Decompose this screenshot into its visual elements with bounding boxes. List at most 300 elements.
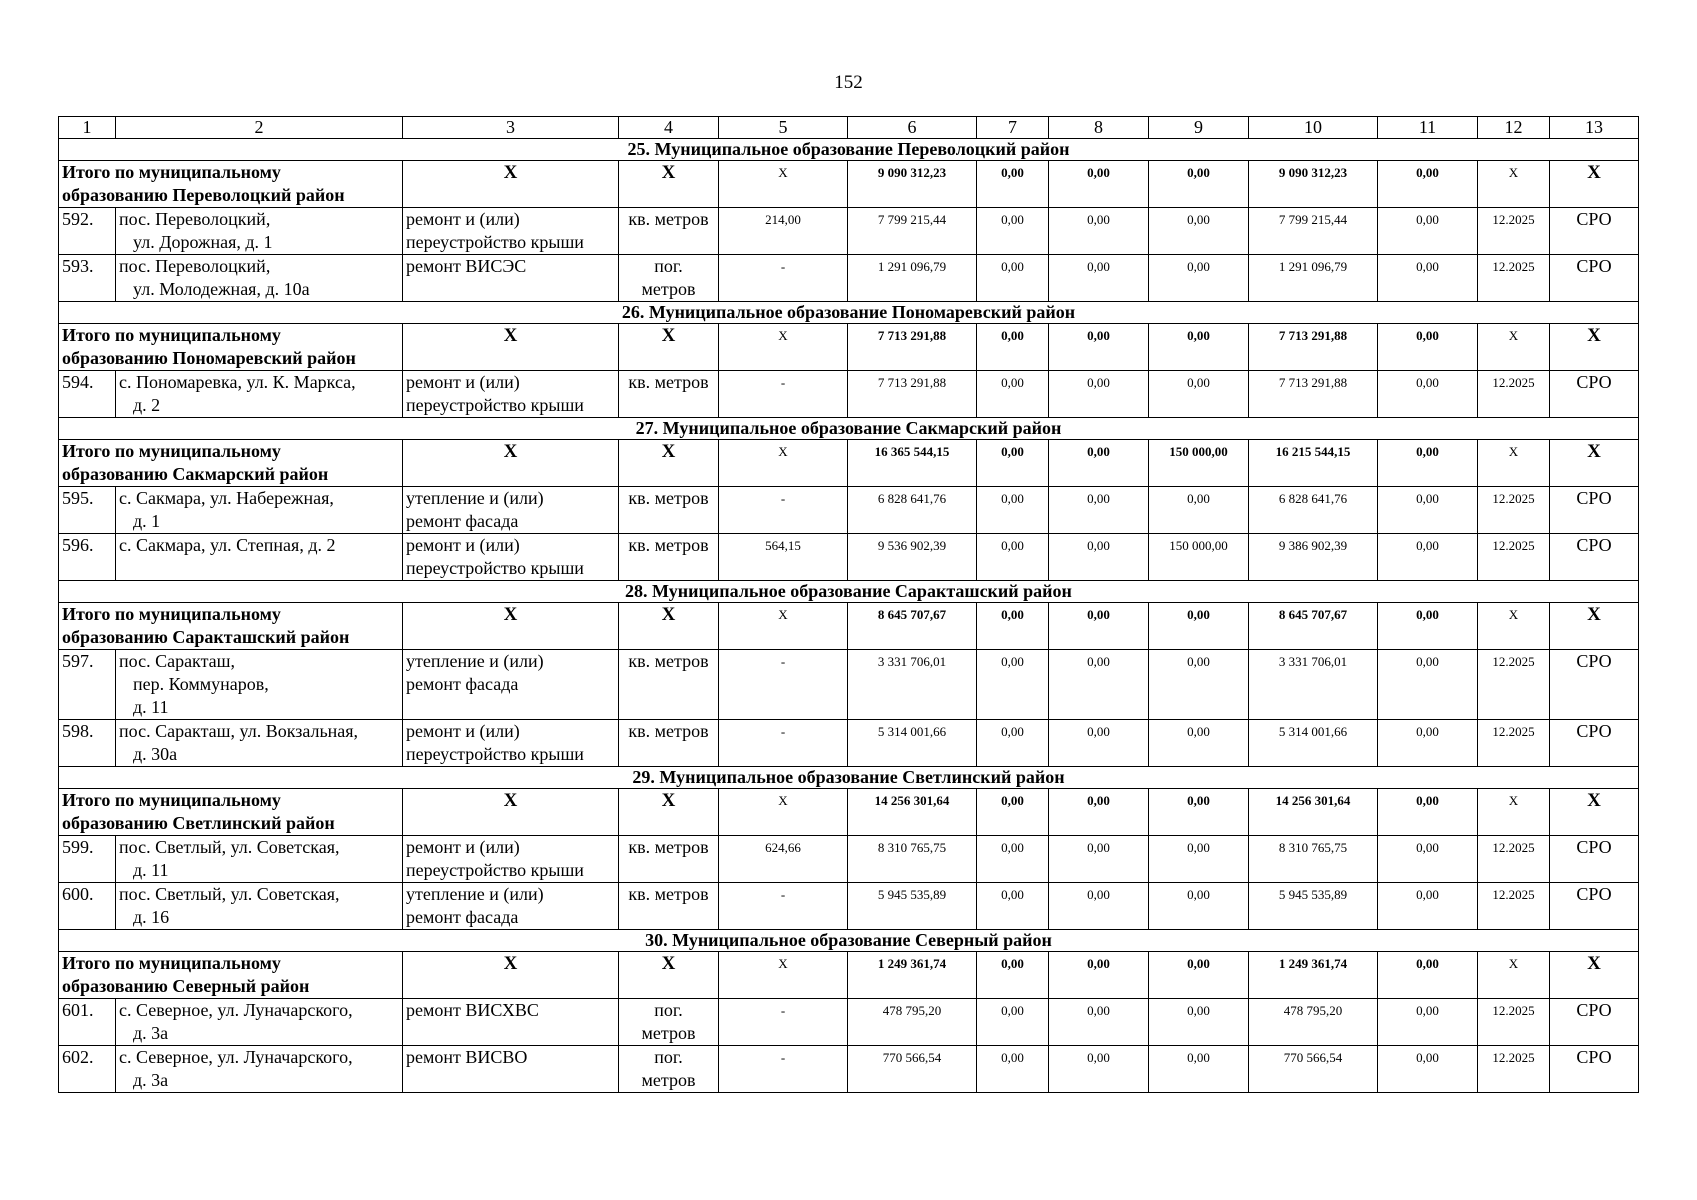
total-label — [59, 603, 403, 650]
total-col-7: 0,00 — [977, 324, 1049, 371]
col-5: - — [719, 883, 848, 930]
col-10: 3 331 706,01 — [1249, 650, 1378, 720]
section-total-row — [59, 952, 1639, 999]
work-type-line: утепление и (или) — [406, 884, 544, 904]
work-type — [403, 371, 619, 418]
deadline: 12.2025 — [1478, 255, 1550, 302]
total-col-9: 0,00 — [1149, 789, 1249, 836]
table-row — [59, 208, 1639, 255]
total-col-8: 0,00 — [1049, 324, 1149, 371]
total-col-5: Х — [719, 161, 848, 208]
table-row — [59, 650, 1639, 720]
row-number: 601. — [59, 999, 116, 1046]
col-10: 6 828 641,76 — [1249, 487, 1378, 534]
deadline: 12.2025 — [1478, 650, 1550, 720]
total-col-11: 0,00 — [1378, 952, 1478, 999]
column-number-2: 2 — [116, 117, 403, 139]
col-9: 0,00 — [1149, 255, 1249, 302]
section-title: 29. Муниципальное образование Светлинский район — [59, 767, 1639, 789]
total-col-10: 1 249 361,74 — [1249, 952, 1378, 999]
col-7: 0,00 — [977, 836, 1049, 883]
capital-repair-table — [58, 116, 1639, 1093]
total-col-8: 0,00 — [1049, 789, 1149, 836]
col-6: 8 310 765,75 — [848, 836, 977, 883]
total-col-10: 16 215 544,15 — [1249, 440, 1378, 487]
deadline: 12.2025 — [1478, 534, 1550, 581]
work-type — [403, 255, 619, 302]
address-line: с. Северное, ул. Луначарского, — [119, 1000, 353, 1020]
address — [116, 487, 403, 534]
total-col-7: 0,00 — [977, 952, 1049, 999]
unit-line: метров — [641, 1023, 696, 1043]
section-title: 25. Муниципальное образование Переволоцкий район — [59, 139, 1639, 161]
col-7: 0,00 — [977, 1046, 1049, 1093]
total-col-3: Х — [403, 324, 619, 371]
total-col-7: 0,00 — [977, 789, 1049, 836]
deadline: 12.2025 — [1478, 836, 1550, 883]
total-label-line: образованию Северный район — [62, 976, 310, 996]
method: СРО — [1550, 836, 1639, 883]
deadline: 12.2025 — [1478, 720, 1550, 767]
table-row — [59, 487, 1639, 534]
col-8: 0,00 — [1049, 883, 1149, 930]
unit — [619, 836, 719, 883]
total-col-4: Х — [619, 789, 719, 836]
total-col-12: Х — [1478, 603, 1550, 650]
total-col-7: 0,00 — [977, 440, 1049, 487]
work-type — [403, 836, 619, 883]
unit — [619, 999, 719, 1046]
address-line: д. 16 — [133, 907, 170, 927]
address — [116, 534, 403, 581]
total-col-4: Х — [619, 161, 719, 208]
unit — [619, 720, 719, 767]
unit-line: кв. метров — [628, 535, 709, 555]
total-col-5: Х — [719, 324, 848, 371]
total-col-4: Х — [619, 324, 719, 371]
total-col-3: Х — [403, 603, 619, 650]
col-9: 0,00 — [1149, 208, 1249, 255]
col-9: 0,00 — [1149, 487, 1249, 534]
col-6: 1 291 096,79 — [848, 255, 977, 302]
col-5: - — [719, 720, 848, 767]
address-line: с. Пономаревка, ул. К. Маркса, — [119, 372, 356, 392]
col-8: 0,00 — [1049, 487, 1149, 534]
unit-line: пог. — [654, 1000, 683, 1020]
work-type-line: ремонт и (или) — [406, 837, 520, 857]
col-9: 0,00 — [1149, 883, 1249, 930]
col-6: 478 795,20 — [848, 999, 977, 1046]
section-title: 28. Муниципальное образование Саракташский район — [59, 581, 1639, 603]
work-type-line: ремонт ВИСХВС — [406, 1000, 539, 1020]
total-label-line: Итого по муниципальному — [62, 790, 281, 810]
col-10: 7 799 215,44 — [1249, 208, 1378, 255]
method: СРО — [1550, 720, 1639, 767]
total-label — [59, 440, 403, 487]
total-col-6: 9 090 312,23 — [848, 161, 977, 208]
work-type — [403, 208, 619, 255]
work-type-line: переустройство крыши — [406, 860, 584, 880]
row-number: 599. — [59, 836, 116, 883]
col-11: 0,00 — [1378, 534, 1478, 581]
col-9: 0,00 — [1149, 999, 1249, 1046]
col-6: 7 799 215,44 — [848, 208, 977, 255]
address-line: д. 3а — [133, 1070, 169, 1090]
row-number: 592. — [59, 208, 116, 255]
address — [116, 650, 403, 720]
row-number: 602. — [59, 1046, 116, 1093]
total-col-3: Х — [403, 789, 619, 836]
work-type — [403, 1046, 619, 1093]
unit-line: пог. — [654, 256, 683, 276]
col-11: 0,00 — [1378, 1046, 1478, 1093]
method: СРО — [1550, 650, 1639, 720]
work-type — [403, 487, 619, 534]
total-col-6: 14 256 301,64 — [848, 789, 977, 836]
section-title-row — [59, 581, 1639, 603]
address — [116, 999, 403, 1046]
total-col-11: 0,00 — [1378, 440, 1478, 487]
total-col-11: 0,00 — [1378, 603, 1478, 650]
col-9: 150 000,00 — [1149, 534, 1249, 581]
address — [116, 371, 403, 418]
address-line: д. 1 — [133, 511, 161, 531]
col-11: 0,00 — [1378, 720, 1478, 767]
total-label-line: образованию Сакмарский район — [62, 464, 329, 484]
deadline: 12.2025 — [1478, 999, 1550, 1046]
column-number-4: 4 — [619, 117, 719, 139]
total-col-9: 0,00 — [1149, 603, 1249, 650]
col-5: - — [719, 1046, 848, 1093]
col-5: - — [719, 487, 848, 534]
total-col-8: 0,00 — [1049, 952, 1149, 999]
col-7: 0,00 — [977, 534, 1049, 581]
address-line: д. 11 — [133, 860, 169, 880]
row-number: 597. — [59, 650, 116, 720]
address-line: пос. Переволоцкий, — [119, 209, 271, 229]
column-number-12: 12 — [1478, 117, 1550, 139]
page-number: 152 — [834, 72, 863, 93]
work-type-line: ремонт и (или) — [406, 721, 520, 741]
col-11: 0,00 — [1378, 255, 1478, 302]
address-line: пос. Светлый, ул. Советская, — [119, 837, 340, 857]
total-label-line: Итого по муниципальному — [62, 441, 281, 461]
total-col-10: 7 713 291,88 — [1249, 324, 1378, 371]
section-total-row — [59, 324, 1639, 371]
col-8: 0,00 — [1049, 836, 1149, 883]
total-col-5: Х — [719, 952, 848, 999]
col-7: 0,00 — [977, 883, 1049, 930]
total-label-line: Итого по муниципальному — [62, 162, 281, 182]
address-line: с. Северное, ул. Луначарского, — [119, 1047, 353, 1067]
section-title-row — [59, 418, 1639, 440]
column-number-1: 1 — [59, 117, 116, 139]
col-9: 0,00 — [1149, 720, 1249, 767]
table-row — [59, 883, 1639, 930]
address-line: пос. Переволоцкий, — [119, 256, 271, 276]
work-type-line: ремонт и (или) — [406, 535, 520, 555]
method: СРО — [1550, 208, 1639, 255]
deadline: 12.2025 — [1478, 487, 1550, 534]
total-col-9: 150 000,00 — [1149, 440, 1249, 487]
col-7: 0,00 — [977, 208, 1049, 255]
work-type-line: переустройство крыши — [406, 744, 584, 764]
total-col-4: Х — [619, 603, 719, 650]
column-number-8: 8 — [1049, 117, 1149, 139]
column-number-5: 5 — [719, 117, 848, 139]
work-type — [403, 883, 619, 930]
total-col-11: 0,00 — [1378, 161, 1478, 208]
total-col-6: 7 713 291,88 — [848, 324, 977, 371]
col-11: 0,00 — [1378, 883, 1478, 930]
table-row — [59, 255, 1639, 302]
row-number: 594. — [59, 371, 116, 418]
total-col-4: Х — [619, 440, 719, 487]
col-9: 0,00 — [1149, 836, 1249, 883]
col-8: 0,00 — [1049, 255, 1149, 302]
total-label — [59, 789, 403, 836]
col-10: 1 291 096,79 — [1249, 255, 1378, 302]
work-type-line: ремонт фасада — [406, 511, 519, 531]
col-9: 0,00 — [1149, 371, 1249, 418]
total-col-9: 0,00 — [1149, 952, 1249, 999]
deadline: 12.2025 — [1478, 1046, 1550, 1093]
total-col-5: Х — [719, 440, 848, 487]
col-6: 5 945 535,89 — [848, 883, 977, 930]
work-type-line: переустройство крыши — [406, 232, 584, 252]
address-line: пос. Светлый, ул. Советская, — [119, 884, 340, 904]
table-row — [59, 999, 1639, 1046]
address-line: пос. Саракташ, — [119, 651, 235, 671]
col-5: - — [719, 650, 848, 720]
total-label-line: Итого по муниципальному — [62, 953, 281, 973]
unit — [619, 255, 719, 302]
address-line: ул. Дорожная, д. 1 — [133, 232, 273, 252]
method: СРО — [1550, 255, 1639, 302]
col-8: 0,00 — [1049, 720, 1149, 767]
table-body — [59, 117, 1639, 1093]
col-7: 0,00 — [977, 650, 1049, 720]
unit-line: кв. метров — [628, 837, 709, 857]
address — [116, 720, 403, 767]
work-type-line: ремонт ВИСЭС — [406, 256, 527, 276]
section-title: 26. Муниципальное образование Пономаревский район — [59, 302, 1639, 324]
total-label-line: образованию Пономаревский район — [62, 348, 356, 368]
column-number-13: 13 — [1550, 117, 1639, 139]
column-number-6: 6 — [848, 117, 977, 139]
col-5: 624,66 — [719, 836, 848, 883]
total-col-10: 9 090 312,23 — [1249, 161, 1378, 208]
address-line: пер. Коммунаров, — [133, 674, 269, 694]
section-total-row — [59, 789, 1639, 836]
work-type-line: ремонт фасада — [406, 674, 519, 694]
total-label-line: образованию Саракташский район — [62, 627, 350, 647]
section-total-row — [59, 603, 1639, 650]
col-6: 770 566,54 — [848, 1046, 977, 1093]
total-label — [59, 952, 403, 999]
col-10: 7 713 291,88 — [1249, 371, 1378, 418]
row-number: 596. — [59, 534, 116, 581]
method: СРО — [1550, 883, 1639, 930]
total-col-12: Х — [1478, 161, 1550, 208]
total-label — [59, 161, 403, 208]
address-line: д. 11 — [133, 697, 169, 717]
row-number: 600. — [59, 883, 116, 930]
work-type-line: ремонт фасада — [406, 907, 519, 927]
total-col-6: 16 365 544,15 — [848, 440, 977, 487]
total-col-5: Х — [719, 789, 848, 836]
unit — [619, 883, 719, 930]
total-col-13: Х — [1550, 440, 1639, 487]
unit — [619, 371, 719, 418]
unit-line: кв. метров — [628, 651, 709, 671]
section-title: 30. Муниципальное образование Северный район — [59, 930, 1639, 952]
work-type-line: ремонт и (или) — [406, 209, 520, 229]
unit — [619, 208, 719, 255]
address — [116, 255, 403, 302]
col-11: 0,00 — [1378, 999, 1478, 1046]
total-label-line: образованию Переволоцкий район — [62, 185, 345, 205]
col-8: 0,00 — [1049, 1046, 1149, 1093]
col-5: - — [719, 255, 848, 302]
address-line: д. 2 — [133, 395, 161, 415]
column-number-11: 11 — [1378, 117, 1478, 139]
col-7: 0,00 — [977, 371, 1049, 418]
col-9: 0,00 — [1149, 1046, 1249, 1093]
unit — [619, 487, 719, 534]
table-row — [59, 534, 1639, 581]
work-type-line: утепление и (или) — [406, 488, 544, 508]
col-6: 7 713 291,88 — [848, 371, 977, 418]
work-type-line: переустройство крыши — [406, 558, 584, 578]
total-col-9: 0,00 — [1149, 324, 1249, 371]
unit — [619, 1046, 719, 1093]
total-col-4: Х — [619, 952, 719, 999]
total-col-6: 8 645 707,67 — [848, 603, 977, 650]
address-line: ул. Молодежная, д. 10а — [133, 279, 310, 299]
section-total-row — [59, 161, 1639, 208]
col-6: 9 536 902,39 — [848, 534, 977, 581]
address-line: с. Сакмара, ул. Степная, д. 2 — [119, 535, 336, 555]
unit-line: кв. метров — [628, 721, 709, 741]
total-label-line: образованию Светлинский район — [62, 813, 335, 833]
total-col-12: Х — [1478, 324, 1550, 371]
total-col-10: 14 256 301,64 — [1249, 789, 1378, 836]
address-line: д. 3а — [133, 1023, 169, 1043]
total-col-3: Х — [403, 440, 619, 487]
unit-line: кв. метров — [628, 884, 709, 904]
total-label — [59, 324, 403, 371]
table-row — [59, 720, 1639, 767]
unit — [619, 650, 719, 720]
method: СРО — [1550, 1046, 1639, 1093]
address — [116, 1046, 403, 1093]
unit-line: кв. метров — [628, 372, 709, 392]
address — [116, 883, 403, 930]
total-col-11: 0,00 — [1378, 789, 1478, 836]
total-col-10: 8 645 707,67 — [1249, 603, 1378, 650]
work-type — [403, 720, 619, 767]
col-11: 0,00 — [1378, 487, 1478, 534]
total-col-12: Х — [1478, 440, 1550, 487]
total-col-11: 0,00 — [1378, 324, 1478, 371]
col-5: 564,15 — [719, 534, 848, 581]
section-title-row — [59, 302, 1639, 324]
section-title-row — [59, 139, 1639, 161]
total-col-13: Х — [1550, 789, 1639, 836]
col-6: 3 331 706,01 — [848, 650, 977, 720]
method: СРО — [1550, 371, 1639, 418]
col-8: 0,00 — [1049, 371, 1149, 418]
deadline: 12.2025 — [1478, 883, 1550, 930]
total-col-12: Х — [1478, 789, 1550, 836]
row-number: 598. — [59, 720, 116, 767]
total-col-12: Х — [1478, 952, 1550, 999]
work-type — [403, 650, 619, 720]
col-8: 0,00 — [1049, 208, 1149, 255]
total-col-7: 0,00 — [977, 161, 1049, 208]
unit-line: пог. — [654, 1047, 683, 1067]
total-col-13: Х — [1550, 161, 1639, 208]
col-10: 770 566,54 — [1249, 1046, 1378, 1093]
col-6: 6 828 641,76 — [848, 487, 977, 534]
col-10: 478 795,20 — [1249, 999, 1378, 1046]
unit-line: кв. метров — [628, 488, 709, 508]
method: СРО — [1550, 999, 1639, 1046]
col-11: 0,00 — [1378, 650, 1478, 720]
section-title: 27. Муниципальное образование Сакмарский район — [59, 418, 1639, 440]
col-10: 9 386 902,39 — [1249, 534, 1378, 581]
total-col-13: Х — [1550, 324, 1639, 371]
unit-line: метров — [641, 1070, 696, 1090]
unit-line: метров — [641, 279, 696, 299]
col-5: - — [719, 999, 848, 1046]
total-col-6: 1 249 361,74 — [848, 952, 977, 999]
col-7: 0,00 — [977, 487, 1049, 534]
total-col-8: 0,00 — [1049, 440, 1149, 487]
work-type-line: утепление и (или) — [406, 651, 544, 671]
total-col-13: Х — [1550, 952, 1639, 999]
table-row — [59, 1046, 1639, 1093]
row-number: 595. — [59, 487, 116, 534]
address-line: с. Сакмара, ул. Набережная, — [119, 488, 334, 508]
col-8: 0,00 — [1049, 999, 1149, 1046]
total-col-8: 0,00 — [1049, 161, 1149, 208]
col-10: 5 945 535,89 — [1249, 883, 1378, 930]
total-label-line: Итого по муниципальному — [62, 325, 281, 345]
total-col-9: 0,00 — [1149, 161, 1249, 208]
unit — [619, 534, 719, 581]
col-7: 0,00 — [977, 255, 1049, 302]
address-line: пос. Саракташ, ул. Вокзальная, — [119, 721, 359, 741]
unit-line: кв. метров — [628, 209, 709, 229]
col-8: 0,00 — [1049, 534, 1149, 581]
table-row — [59, 371, 1639, 418]
section-title-row — [59, 767, 1639, 789]
work-type-line: ремонт и (или) — [406, 372, 520, 392]
address-line: д. 30а — [133, 744, 178, 764]
col-9: 0,00 — [1149, 650, 1249, 720]
work-type-line: переустройство крыши — [406, 395, 584, 415]
col-11: 0,00 — [1378, 836, 1478, 883]
col-10: 8 310 765,75 — [1249, 836, 1378, 883]
total-col-3: Х — [403, 952, 619, 999]
address — [116, 836, 403, 883]
total-col-8: 0,00 — [1049, 603, 1149, 650]
table-row — [59, 836, 1639, 883]
deadline: 12.2025 — [1478, 208, 1550, 255]
work-type — [403, 999, 619, 1046]
